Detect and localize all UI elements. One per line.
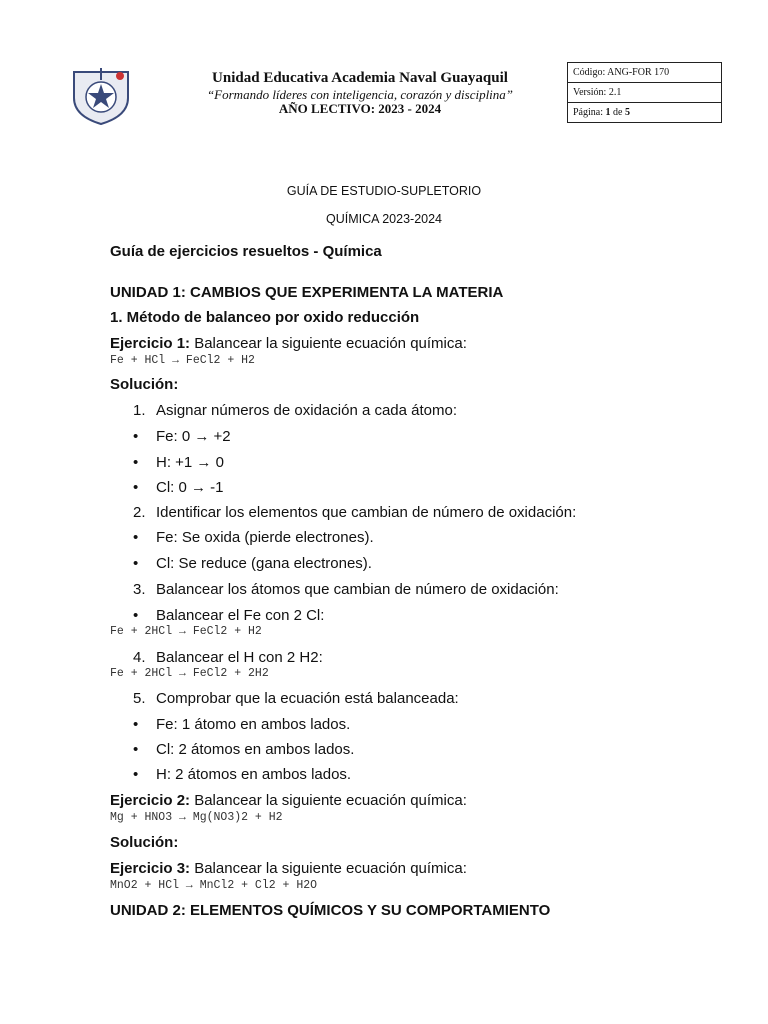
- document-code-table: [567, 62, 722, 123]
- solution2-label: Solución:: [110, 834, 179, 851]
- equation-line: Fe + 2HCl → FeCl2 + H2: [110, 625, 262, 638]
- step-number: 5.: [133, 690, 146, 707]
- code-cell: Código: ANG-FOR 170: [568, 63, 722, 83]
- bullet-icon: •: [133, 428, 139, 445]
- bullet-text: Cl: 0 → -1: [156, 479, 224, 496]
- school-motto: “Formando líderes con inteligencia, corazón y disciplina”: [206, 87, 514, 102]
- step-text: Identificar los elementos que cambian de número de oxidación:: [156, 504, 577, 521]
- unit1-heading: UNIDAD 1: CAMBIOS QUE EXPERIMENTA LA MATERIA: [110, 284, 504, 301]
- school-name: Unidad Educativa Academia Naval Guayaquil: [212, 70, 508, 86]
- step-text: Balancear el H con 2 H2:: [156, 649, 323, 666]
- bullet-text: H: +1 → 0: [156, 454, 224, 471]
- bullet-text: H: 2 átomos en ambos lados.: [156, 766, 352, 783]
- bullet-icon: •: [133, 716, 139, 733]
- guide-title: Guía de ejercicios resueltos - Química: [110, 243, 382, 260]
- step-number: 4.: [133, 649, 146, 666]
- exercise3-equation: MnO2 + HCl → MnCl2 + Cl2 + H2O: [110, 879, 318, 892]
- doc-title: GUÍA DE ESTUDIO-SUPLETORIO: [286, 184, 482, 198]
- bullet-text: Cl: 2 átomos en ambos lados.: [156, 741, 355, 758]
- school-year: AÑO LECTIVO: 2023 - 2024: [278, 101, 442, 116]
- bullet-text: Balancear el Fe con 2 Cl:: [156, 607, 325, 624]
- bullet-icon: •: [133, 454, 139, 471]
- exercise2-equation: Mg + HNO3 → Mg(NO3)2 + H2: [110, 811, 283, 824]
- bullet-text: Fe: Se oxida (pierde electrones).: [156, 529, 374, 546]
- bullet-icon: •: [133, 766, 139, 783]
- bullet-text: Cl: Se reduce (gana electrones).: [156, 555, 372, 572]
- equation-line: Fe + 2HCl → FeCl2 + 2H2: [110, 667, 269, 680]
- version-cell: Versión: 2.1: [568, 83, 722, 103]
- step-number: 2.: [133, 504, 146, 521]
- exercise3: Ejercicio 3: Balancear la siguiente ecuación química:: [110, 860, 467, 877]
- school-logo: [70, 64, 132, 126]
- bullet-icon: •: [133, 555, 139, 572]
- bullet-icon: •: [133, 479, 139, 496]
- section1-heading: 1. Método de balanceo por oxido reducción: [110, 309, 420, 326]
- doc-subtitle: QUÍMICA 2023-2024: [325, 212, 443, 226]
- step-number: 3.: [133, 581, 146, 598]
- step-number: 1.: [133, 402, 146, 419]
- bullet-text: Fe: 0 → +2: [156, 428, 231, 445]
- bullet-text: Fe: 1 átomo en ambos lados.: [156, 716, 351, 733]
- step-text: Asignar números de oxidación a cada átomo:: [156, 402, 458, 419]
- step-text: Comprobar que la ecuación está balanceada:: [156, 690, 459, 707]
- exercise2: Ejercicio 2: Balancear la siguiente ecuación química:: [110, 792, 467, 809]
- exercise1: Ejercicio 1: Balancear la siguiente ecuación química:: [110, 335, 467, 352]
- page-cell: Página: 1 de 5: [568, 103, 722, 123]
- bullet-icon: •: [133, 741, 139, 758]
- bullet-icon: •: [133, 607, 139, 624]
- exercise1-equation: Fe + HCl → FeCl2 + H2: [110, 354, 255, 367]
- unit2-heading: UNIDAD 2: ELEMENTOS QUÍMICOS Y SU COMPORTAMIENTO: [110, 902, 551, 919]
- bullet-icon: •: [133, 529, 139, 546]
- solution-label: Solución:: [110, 376, 179, 393]
- step-text: Balancear los átomos que cambian de número de oxidación:: [156, 581, 559, 598]
